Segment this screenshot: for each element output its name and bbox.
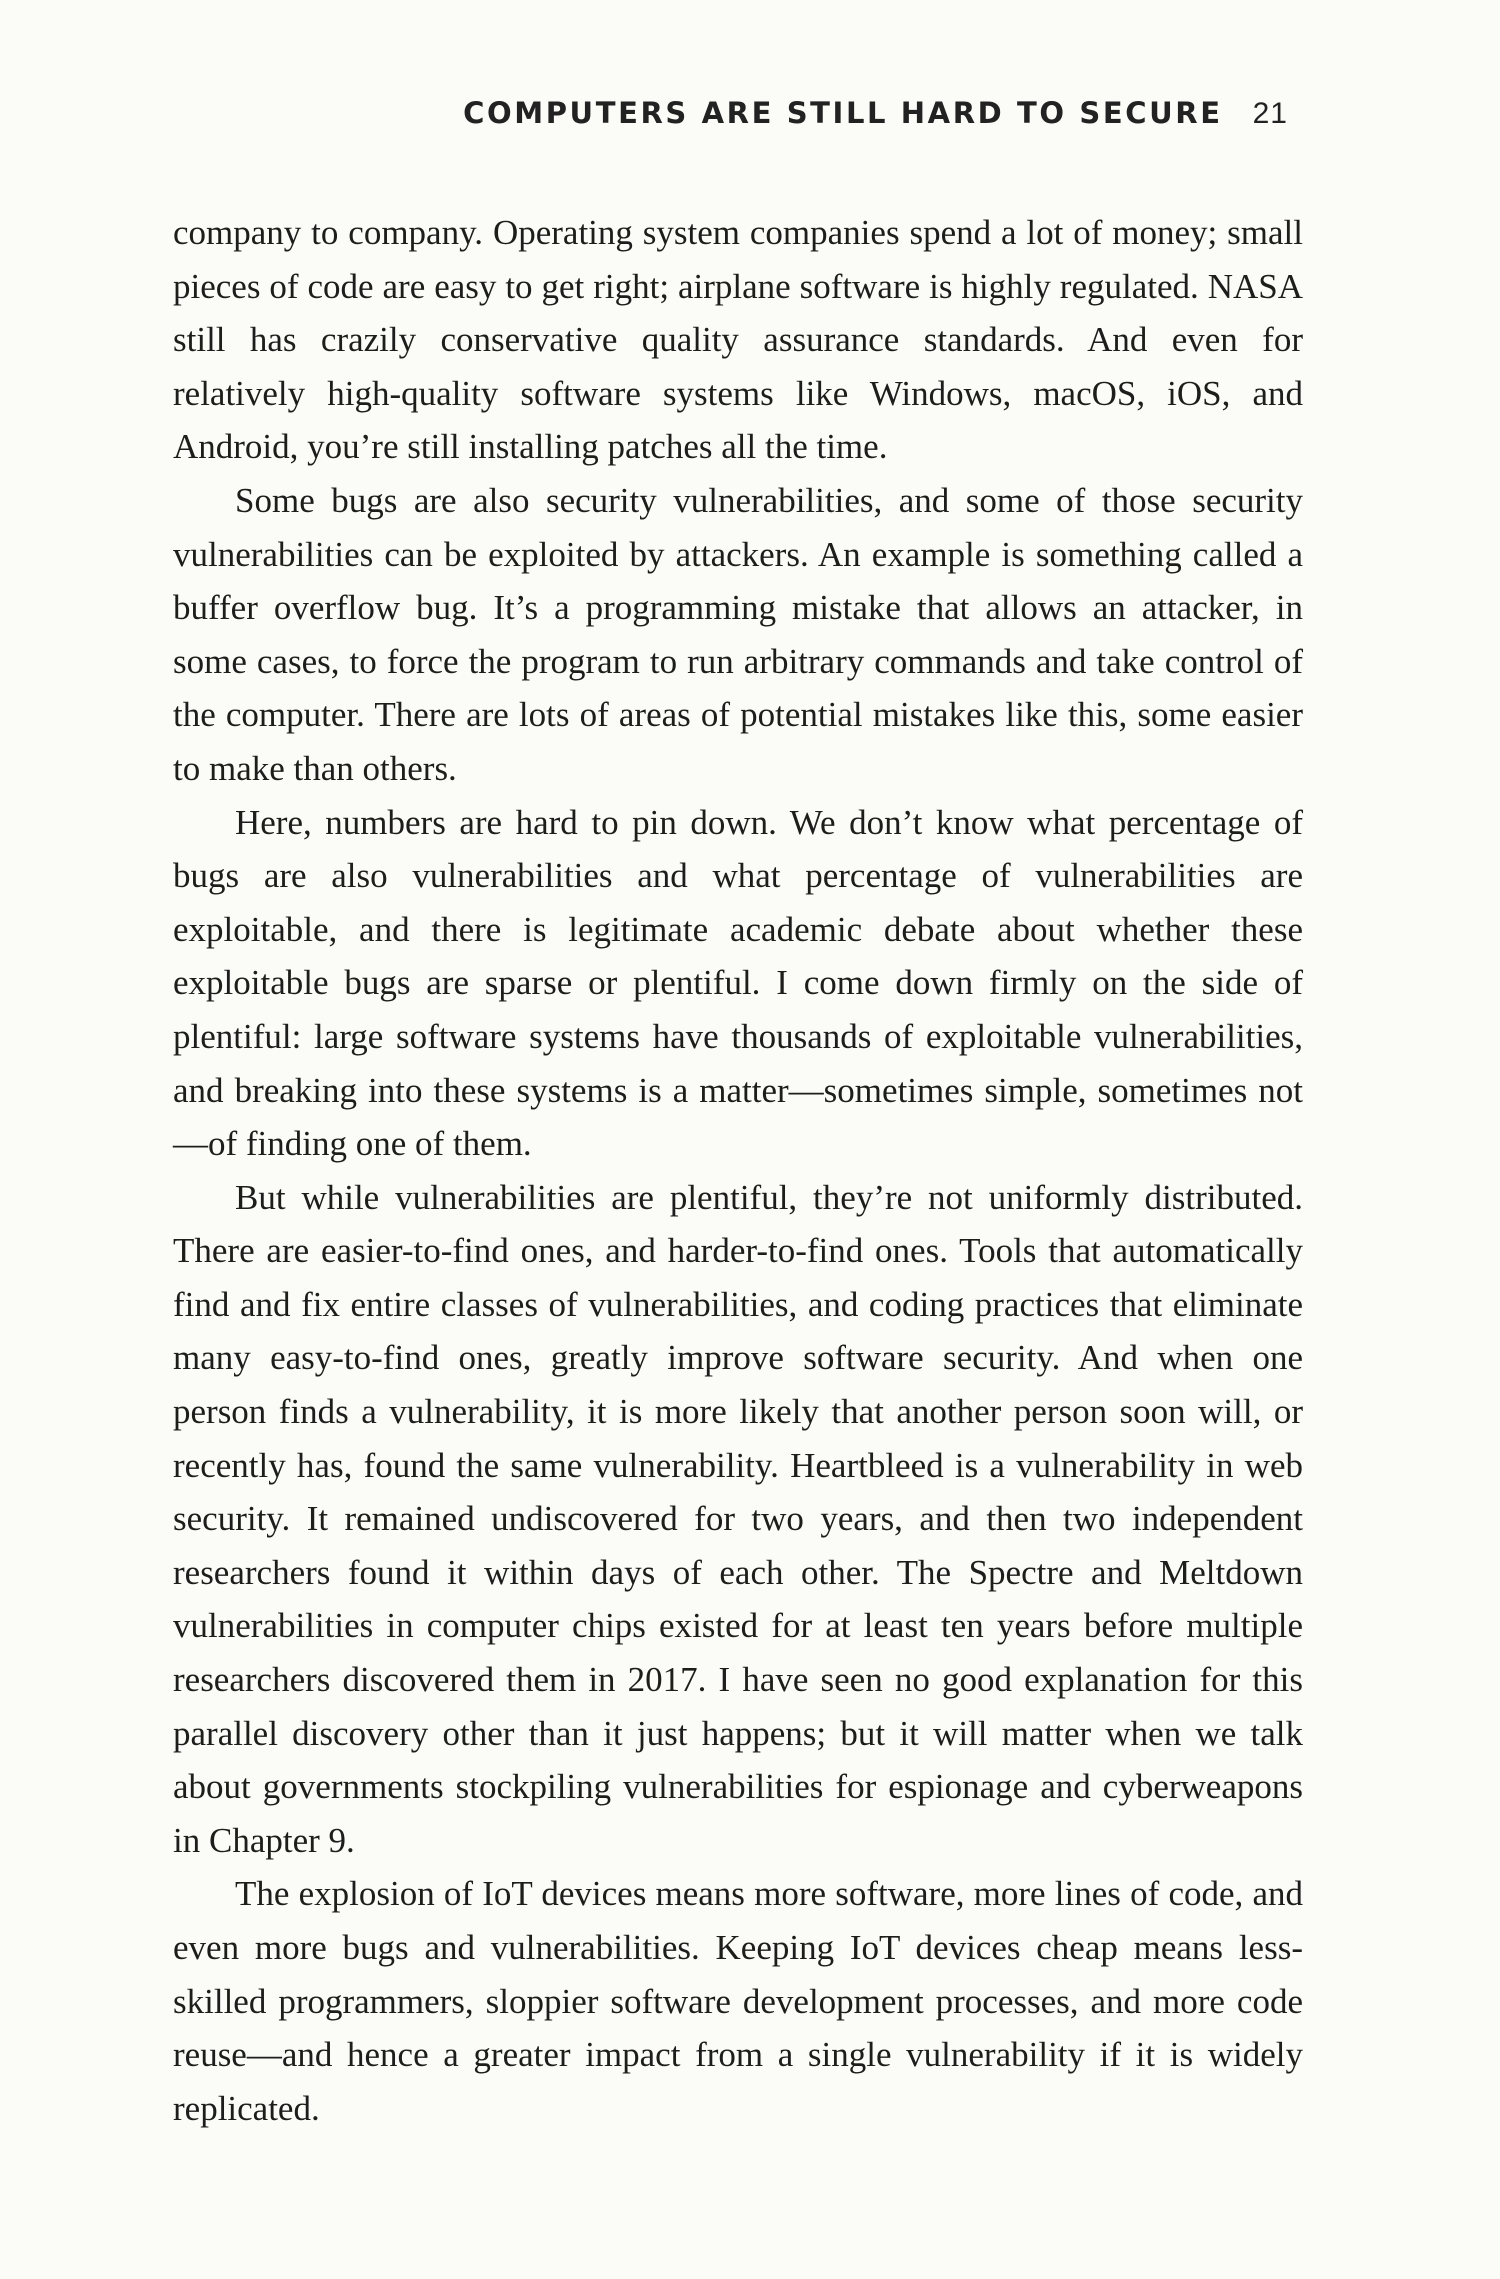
running-head [463,96,1288,131]
paragraph-distribution: But while vulnerabilities are plentiful, they’re not uniformly distributed. There are easier-to-find ones, and harder-to-find ones. Tools that automatically find and fix entire classes of vulnerabilities, and coding practices that eliminate many easy-to-find ones, greatly improve software security. And when one person finds a vulnerability, it is more likely that another person soon will, or recently has, found the same vulnerability. Heartbleed is a vulnerability in web security. It remained undiscovered for two years, and then two independent researchers found it within days of each other. The Spectre and Meltdown vulnerabilities in computer chips existed for at least ten years before multiple researchers discovered them in 2017. I have seen no good explanation for this parallel discovery other than it just happens; but it will matter when we talk about governments stockpiling vulnerabilities for espionage and cyberweapons in Chapter 9. [173,1177,1303,1860]
paragraph-continued: company to company. Operating system companies spend a lot of money; small pieces of code are easy to get right; airplane software is highly regulated. NASA still has crazily conservative quality assurance standards. And even for relatively high-quality software systems like Windows, macOS, iOS, and Android, you’re still installing patches all the time. [173,213,1303,467]
body-text [173,206,1303,2135]
paragraph-security-vulnerabilities: Some bugs are also security vulnerabilities, and some of those security vulnerabilities can be exploited by attackers. An example is something called a buffer overflow bug. It’s a programming mistake that allows an attacker, in some cases, to force the program to run arbitrary commands and take control of the computer. There are lots of areas of potential mistakes like this, some easier to make than others. [173,480,1303,788]
page-number: 21 [1252,97,1288,130]
paragraph-numbers: Here, numbers are hard to pin down. We don’t know what percentage of bugs are also vulnerabilities and what percentage of vulnerabilities are exploitable, and there is legitimate academic debate about whether these exploitable bugs are sparse or plentiful. I come down firmly on the side of plentiful: large software systems have thousands of exploitable vulnerabilities, and breaking into these systems is a matter—sometimes simple, sometimes not—of finding one of them. [173,802,1303,1164]
running-title: COMPUTERS ARE STILL HARD TO SECURE [463,96,1223,130]
paragraph-iot-explosion: The explosion of IoT devices means more software, more lines of code, and even more bugs and vulnerabilities. Keeping IoT devices cheap means less-skilled programmers, sloppier software development processes, and more code reuse—and hence a greater impact from a single vulnerability if it is widely replicated. [173,1874,1303,2128]
